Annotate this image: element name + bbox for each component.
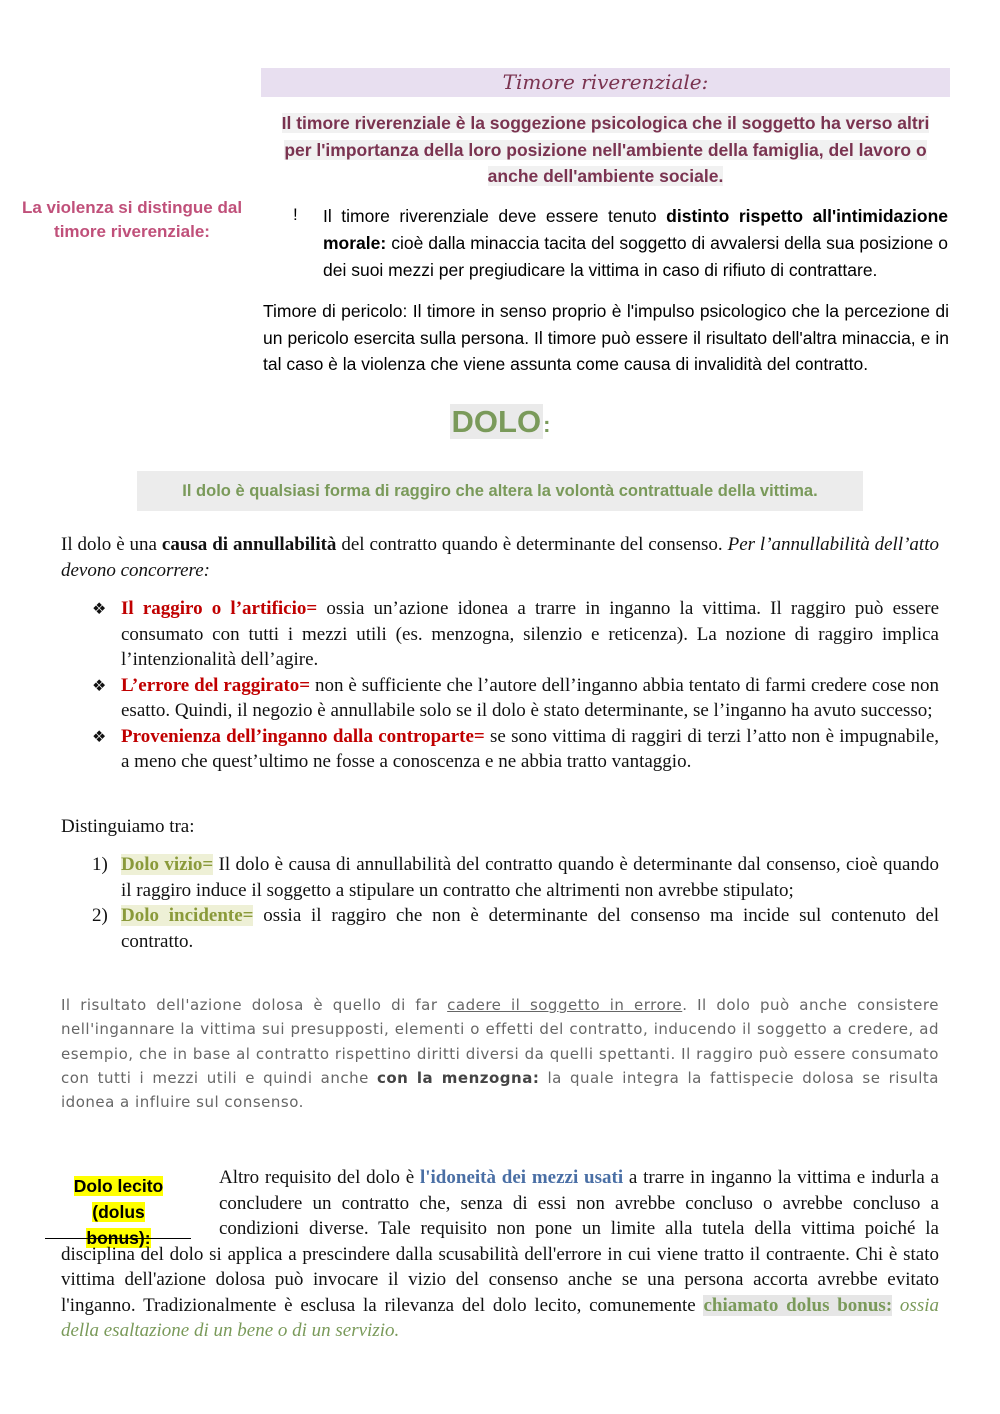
intro-text-cont: del contratto quando è determinante del consenso. xyxy=(336,534,728,555)
dolo-definition-box xyxy=(137,471,863,511)
section-title: Timore riverenziale: xyxy=(502,70,709,94)
timore-definition xyxy=(272,110,939,190)
item-text: non è sufficiente che l’autore dell’inganno abbia tentato di farmi credere cose non esatto. Quindi, il negozio è annullabile solo se il dolo è stato determinante, se l’inganno ha avuto successo; xyxy=(121,674,940,721)
intimidation-note xyxy=(323,203,948,284)
intro-italic: Per l’annullabilità dell’atto devono concorrere: xyxy=(61,534,939,581)
list-item xyxy=(92,596,939,673)
para-italic: ossia della esaltazione di un bene o di un servizio. xyxy=(61,1294,939,1341)
distinguiamo-line: Distinguiamo tra: xyxy=(61,816,195,837)
list-item xyxy=(92,903,939,954)
dolo-lecito-paragraph xyxy=(61,1165,939,1344)
intro-text: Il dolo è una xyxy=(61,534,162,555)
item-text: ossia il raggiro che non è determinante del consenso ma incide sul contenuto del contratto. xyxy=(121,905,939,952)
label-line-1: Dolo lecito xyxy=(73,1176,164,1196)
list-item xyxy=(92,852,939,903)
para-highlight: l'idoneità dei mezzi usati xyxy=(419,1167,624,1188)
requirements-list xyxy=(92,596,939,775)
item-number: 1) xyxy=(92,854,108,875)
list-item xyxy=(92,673,939,724)
para-text: Altro requisito del dolo è xyxy=(219,1167,420,1188)
item-label: Provenienza dell’inganno dalla controparte= xyxy=(121,725,485,747)
para-text-cont: a trarre in inganno la vittima e indurla a concludere un contratto che, senza di essi non avrebbe concluso o avrebbe concluso a condizioni diverse. Tale requisito non pone un limite alla tutela della vittima poiché la disciplina del dolo si applica a prescindere dalla scusabilità dell'errore in cui viene tratto il contraente. Chi è stato vittima dell'azione dolosa può invocare il vizio del consenso anche se una persona accorta avrebbe evitato l'inganno. Tradizionalmente è esclusa la rilevanza del dolo lecito, comunemente xyxy=(61,1167,939,1316)
note-text-cont: cioè dalla minaccia tacita del soggetto di avvalersi della sua posizione o dei suoi mezzi per pregiudicare la vittima in caso di rifiuto di contrattare. xyxy=(323,233,948,280)
label-spacer xyxy=(61,1165,219,1241)
diamond-bullet-icon: ❖ xyxy=(92,726,107,746)
item-label: L’errore del raggirato= xyxy=(121,674,311,696)
para-underlined: cadere il soggetto in errore xyxy=(447,996,683,1014)
note-bold: distinto rispetto all'intimidazione morale: xyxy=(323,206,948,253)
diamond-bullet-icon: ❖ xyxy=(92,675,107,695)
item-label: Dolo incidente= xyxy=(121,905,254,926)
definition-text: Il timore riverenziale è la soggezione psicologica che il soggetto ha verso altri per l'importanza della loro posizione nell'ambiente della famiglia, del lavoro o anche dell'ambiente sociale. xyxy=(281,113,930,186)
item-number: 2) xyxy=(92,905,108,926)
dolo-title-colon: : xyxy=(543,412,551,437)
item-label: Il raggiro o l’artificio= xyxy=(121,598,318,619)
list-item xyxy=(92,724,939,775)
dolo-title: DOLO xyxy=(451,404,542,439)
para-text-end: la quale integra la fattispecie dolosa se risulta idonea a influire sul consenso. xyxy=(61,1068,940,1112)
item-text: Il dolo è causa di annullabilità del contratto quando è determinante dal consenso, cioè quando il raggiro induce il soggetto a stipulare un contratto che altrimenti non avrebbe stipulato; xyxy=(121,854,939,901)
diamond-bullet-icon: ❖ xyxy=(92,599,107,618)
para-text: Il risultato dell'azione dolosa è quello di far xyxy=(61,996,448,1014)
para-bold: con la menzogna: xyxy=(376,1068,540,1087)
intro-bold: causa di annullabilità xyxy=(161,534,337,555)
item-text: ossia un’azione idonea a trarre in inganno la vittima. Il raggiro può essere consumato con tutti i mezzi utili (es. menzogna, silenzio e reticenza). La nozione di raggiro implica l’intenzionalità dell’agire. xyxy=(121,598,940,670)
note-text: Il timore riverenziale deve essere tenuto xyxy=(323,206,667,226)
dolo-heading xyxy=(0,404,1000,440)
para-highlight-term: chiamato dolus bonus: xyxy=(703,1294,893,1316)
dolo-intro-paragraph xyxy=(61,532,939,583)
section-header-timore xyxy=(261,68,950,97)
exclamation-marker: ! xyxy=(293,205,298,224)
item-text: se sono vittima di raggiri di terzi l’atto non è impugnabile, a meno che quest’ultimo ne fosse a conoscenza e ne abbia tratto vantaggio. xyxy=(121,725,940,772)
dolo-definition: Il dolo è qualsiasi forma di raggiro che altera la volontà contrattuale della vittima. xyxy=(182,482,818,500)
side-note: La violenza si distingue dal timore riverenziale: xyxy=(21,198,243,241)
timore-pericolo-paragraph: Timore di pericolo: Il timore in senso proprio è l'impulso psicologico che la percezione di un pericolo esercita sulla persona. Il timore può essere il risultato dell'altra minaccia, e in tal caso è la violenza che viene assunta come causa di invalidità del contratto. xyxy=(263,301,949,374)
dolo-types-list xyxy=(92,852,939,954)
para-text-cont: . Il dolo può anche consistere nell'ingannare la vittima sui presupposti, elementi o effetti del contratto, inducendo il soggetto a credere, ad esempio, che in base al contratto rispettino diritti diversi da quelli spettanti. Il raggiro può essere consumato con tutti i mezzi utili e quindi anche xyxy=(61,996,939,1087)
risultato-paragraph xyxy=(61,993,939,1114)
item-label: Dolo vizio= xyxy=(121,854,214,875)
label-line-2: (dolus bonus): xyxy=(86,1202,151,1248)
